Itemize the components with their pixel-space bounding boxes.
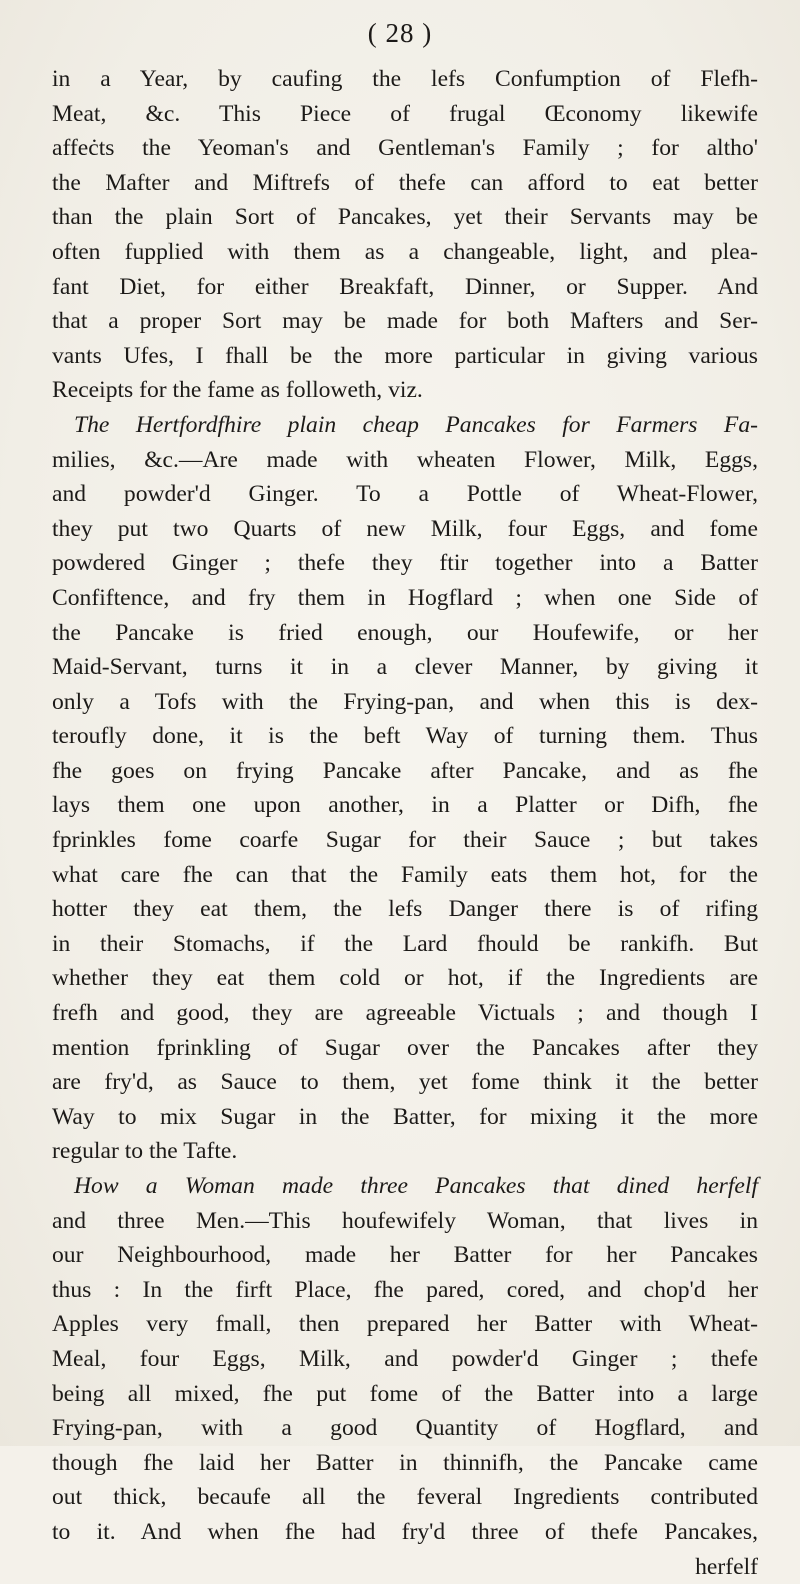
text-line: only a Tofs with the Frying-pan, and when this is dex-	[52, 688, 758, 715]
page-number: ( 28 )	[367, 18, 433, 48]
text-line: Way to mix Sugar in the Batter, for mixing it the more	[52, 1103, 758, 1130]
text-line: our Neighbourhood, made her Batter for her Pancakes	[52, 1242, 758, 1269]
text-line: Frying-pan, with a good Quantity of Hogflard, and	[52, 1415, 758, 1442]
text-line: out thick, becaufe all the feveral Ingredients contributed	[52, 1484, 758, 1511]
text-line: teroufly done, it is the beft Way of turning them. Thus	[52, 723, 758, 750]
text-line: mention fprinkling of Sugar over the Pancakes after they	[52, 1034, 758, 1061]
text-line: Meal, four Eggs, Milk, and powder'd Ginger ; thefe	[52, 1345, 758, 1372]
text-line: fant Diet, for either Breakfaft, Dinner, or Supper. And	[52, 273, 758, 300]
text-line: lays them one upon another, in a Platter or Difh, fhe	[52, 792, 758, 819]
text-line: Receipts for the fame as followeth, viz.	[52, 377, 423, 404]
text-line: the Mafter and Miftrefs of thefe can afford to eat better	[52, 169, 758, 196]
body-text	[52, 62, 758, 1584]
text-line: vants Ufes, I fhall be the more particular in giving various	[52, 342, 758, 369]
text-line: in a Year, by caufing the lefs Confumption of Flefh-	[52, 66, 758, 92]
text-line: frefh and good, they are agreeable Victuals ; and though I	[52, 1000, 758, 1027]
text-line: and powder'd Ginger. To a Pottle of Wheat-Flower,	[52, 481, 758, 508]
text-line: thus : In the firft Place, fhe pared, cored, and chop'd her	[52, 1276, 758, 1303]
text-line: hotter they eat them, the lefs Danger there is of rifing	[52, 896, 758, 923]
catchword: herfelf	[695, 1553, 758, 1580]
text-line: being all mixed, fhe put fome of the Batter into a large	[52, 1380, 758, 1407]
text-line: what care fhe can that the Family eats them hot, for the	[52, 861, 758, 888]
text-line: they put two Quarts of new Milk, four Eggs, and fome	[52, 515, 758, 542]
text-line: milies, &c.—Are made with wheaten Flower, Milk, Eggs,	[52, 446, 758, 473]
text-line: that a proper Sort may be made for both Mafters and Ser-	[52, 308, 758, 335]
text-line: Maid-Servant, turns it in a clever Manner, by giving it	[52, 654, 758, 681]
text-line: than the plain Sort of Pancakes, yet their Servants may be	[52, 204, 758, 231]
text-line: Apples very fmall, then prepared her Batter with Wheat-	[52, 1311, 758, 1338]
text-line: often fupplied with them as a changeable, light, and plea-	[52, 238, 758, 265]
text-line: in their Stomachs, if the Lard fhould be rankifh. But	[52, 930, 758, 957]
text-line: Meat, &c. This Piece of frugal Œconomy likewife	[52, 100, 758, 127]
text-line: the Pancake is fried enough, our Houfewife, or her	[52, 619, 758, 646]
text-line: whether they eat them cold or hot, if the Ingredients are	[52, 965, 758, 992]
text-line: affeċts the Yeoman's and Gentleman's Family ; for altho'	[52, 135, 758, 162]
text-line: fhe goes on frying Pancake after Pancake, and as fhe	[52, 757, 758, 784]
text-line: and three Men.—This houfewifely Woman, that lives in	[52, 1207, 758, 1234]
recipe-heading-line: The Hertfordfhire plain cheap Pancakes for Farmers Fa-	[74, 411, 758, 438]
text-line: regular to the Tafte.	[52, 1138, 238, 1165]
text-line: are fry'd, as Sauce to them, yet fome think it the better	[52, 1069, 758, 1096]
text-line: fprinkles fome coarfe Sugar for their Sauce ; but takes	[52, 827, 758, 854]
text-line: to it. And when fhe had fry'd three of thefe Pancakes,	[52, 1518, 758, 1545]
text-line: Confiftence, and fry them in Hogflard ; when one Side of	[52, 584, 758, 611]
text-line: though fhe laid her Batter in thinnifh, the Pancake came	[52, 1449, 758, 1476]
text-line: powdered Ginger ; thefe they ftir together into a Batter	[52, 550, 758, 577]
recipe-heading-line: How a Woman made three Pancakes that dined herfelf	[74, 1173, 758, 1199]
